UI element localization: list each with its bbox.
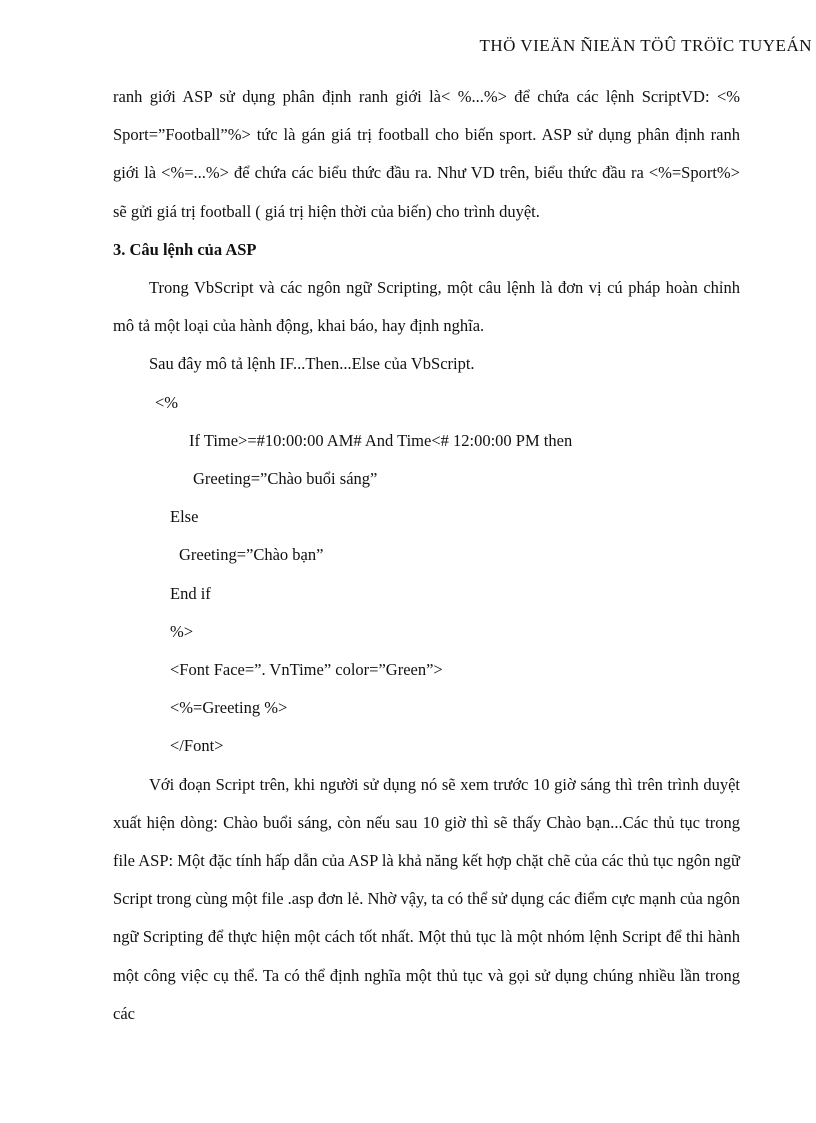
code-block <box>113 384 740 766</box>
code-line: <Font Face=”. VnTime” color=”Green”> <box>170 660 443 680</box>
section-heading-asp-statements: 3. Câu lệnh của ASP <box>113 239 257 259</box>
code-line: If Time>=#10:00:00 AM# And Time<# 12:00:00 PM then <box>189 430 573 450</box>
code-line: Else <box>170 507 199 527</box>
code-line: <% <box>155 392 179 412</box>
code-line: <%=Greeting %> <box>170 698 288 718</box>
paragraph-if-then-else-intro: Sau đây mô tả lệnh IF...Then...Else của VbScript. <box>149 354 475 374</box>
running-header: THÖ VIEÄN ÑIEÄN TÖÛ TRÖÏC TUYEÁN <box>479 36 812 55</box>
paragraph-script-explanation: Với đoạn Script trên, khi người sử dụng nó sẽ xem trước 10 giờ sáng thì trên trình duyệt xuất hiện dòng: Chào buổi sáng, còn nếu sau 10 giờ thì sẽ thấy Chào bạn...Các thủ tục trong file ASP: Một đặc tính hấp dẫn của ASP là khả năng kết hợp chặt chẽ của các thủ tục ngôn ngữ Script trong cùng một file .asp đơn lẻ. Nhờ vậy, ta có thể sử dụng các điểm cực mạnh của ngôn ngữ Scripting để thực hiện một cách tốt nhất. Một thủ tục là một nhóm lệnh Script để thi hành một công việc cụ thể. Ta có thể định nghĩa một thủ tục và gọi sử dụng chúng nhiều lần trong các <box>113 774 740 1023</box>
code-line: %> <box>170 621 194 641</box>
code-line: Greeting=”Chào buổi sáng” <box>193 469 378 489</box>
document-body <box>113 78 740 1033</box>
code-line: End if <box>170 583 211 603</box>
code-line: Greeting=”Chào bạn” <box>179 545 324 565</box>
paragraph-statement-definition: Trong VbScript và các ngôn ngữ Scripting, một câu lệnh là đơn vị cú pháp hoàn chỉnh mô tả một loại của hành động, khai báo, hay định nghĩa. <box>113 278 740 336</box>
code-line: </Font> <box>170 736 224 756</box>
paragraph-asp-delimiters: ranh giới ASP sử dụng phân định ranh giới là< %...%> để chứa các lệnh ScriptVD: <% Sport=”Football”%> tức là gán giá trị football cho biến sport. ASP sử dụng phân định ranh giới là <%=...%> để chứa các biểu thức đầu ra. Như VD trên, biểu thức đầu ra <%=Sport%> sẽ gửi giá trị football ( giá trị hiện thời của biến) cho trình duyệt. <box>113 87 740 221</box>
